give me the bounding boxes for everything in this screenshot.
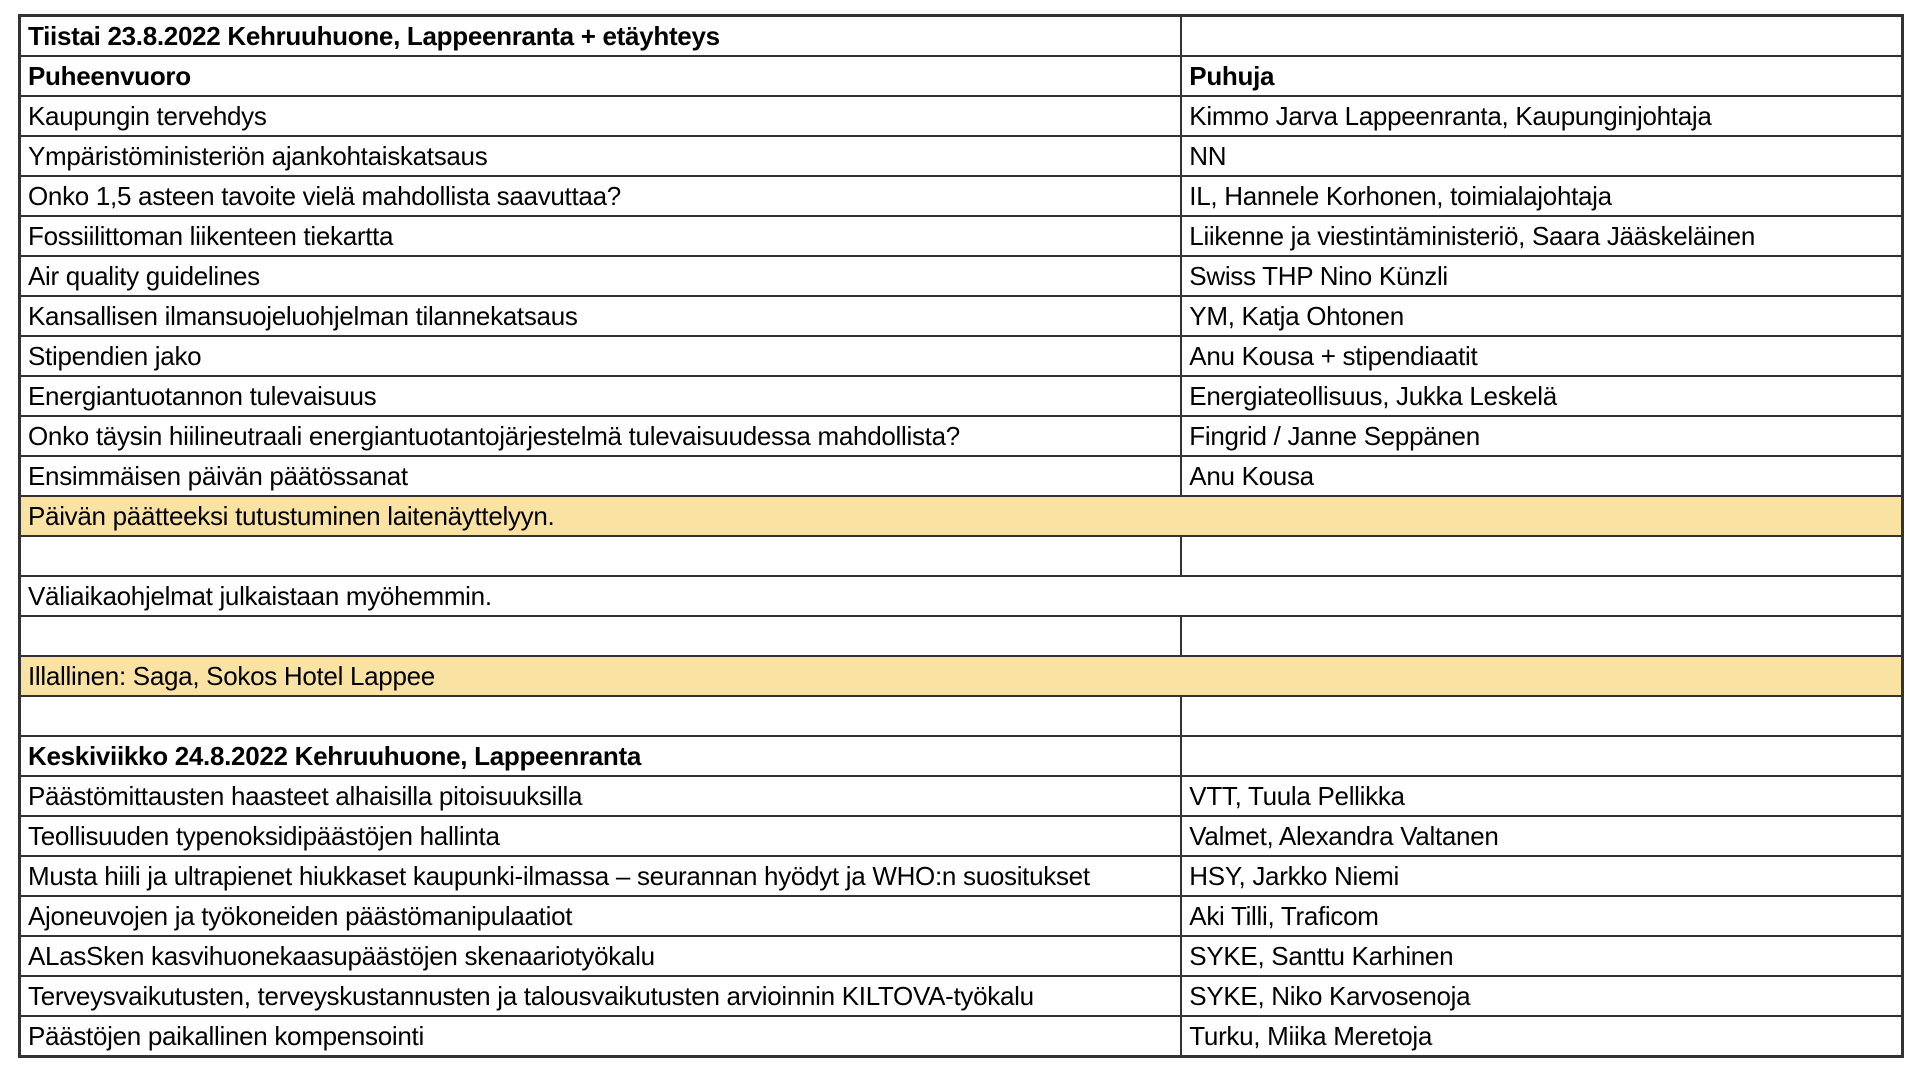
table-row [20, 936, 1903, 976]
table-row [20, 456, 1903, 496]
empty-cell [1181, 16, 1902, 57]
presentation-cell: Onko 1,5 asteen tavoite vielä mahdollista saavuttaa? [20, 176, 1182, 216]
presentation-cell: Kaupungin tervehdys [20, 96, 1182, 136]
table-row [20, 776, 1903, 816]
presentation-cell: Ensimmäisen päivän päätössanat [20, 456, 1182, 496]
table-row [20, 96, 1903, 136]
table-row [20, 216, 1903, 256]
presentation-cell: Air quality guidelines [20, 256, 1182, 296]
highlight-note-cell: Päivän päätteeksi tutustuminen laitenäyttelyyn. [20, 496, 1903, 536]
table-row [20, 1016, 1903, 1057]
table-row [20, 376, 1903, 416]
section-title-cell: Tiistai 23.8.2022 Kehruuhuone, Lappeenranta + etäyhteys [20, 16, 1182, 57]
presentation-cell: Terveysvaikutusten, terveyskustannusten ja talousvaikutusten arvioinnin KILTOVA-työkalu [20, 976, 1182, 1016]
table-row [20, 416, 1903, 456]
empty-cell [20, 696, 1182, 736]
speaker-cell: IL, Hannele Korhonen, toimialajohtaja [1181, 176, 1902, 216]
table-row [20, 616, 1903, 656]
presentation-cell: Ympäristöministeriön ajankohtaiskatsaus [20, 136, 1182, 176]
empty-cell [1181, 696, 1902, 736]
speaker-cell: VTT, Tuula Pellikka [1181, 776, 1902, 816]
table-row [20, 696, 1903, 736]
speaker-cell: YM, Katja Ohtonen [1181, 296, 1902, 336]
highlight-note-cell: Illallinen: Saga, Sokos Hotel Lappee [20, 656, 1903, 696]
note-cell: Väliaikaohjelmat julkaistaan myöhemmin. [20, 576, 1903, 616]
presentation-cell: Stipendien jako [20, 336, 1182, 376]
presentation-cell: Onko täysin hiilineutraali energiantuotantojärjestelmä tulevaisuudessa mahdollista? [20, 416, 1182, 456]
speaker-cell: SYKE, Niko Karvosenoja [1181, 976, 1902, 1016]
speaker-cell: Swiss THP Nino Künzli [1181, 256, 1902, 296]
presentation-cell: Energiantuotannon tulevaisuus [20, 376, 1182, 416]
speaker-cell: Anu Kousa [1181, 456, 1902, 496]
table-row [20, 896, 1903, 936]
speaker-cell: Valmet, Alexandra Valtanen [1181, 816, 1902, 856]
presentation-cell: Kansallisen ilmansuojeluohjelman tilannekatsaus [20, 296, 1182, 336]
speaker-cell: Anu Kousa + stipendiaatit [1181, 336, 1902, 376]
speaker-cell: SYKE, Santtu Karhinen [1181, 936, 1902, 976]
empty-cell [1181, 736, 1902, 776]
empty-cell [1181, 616, 1902, 656]
empty-cell [20, 616, 1182, 656]
table-row [20, 816, 1903, 856]
table-row [20, 256, 1903, 296]
presentation-cell: Ajoneuvojen ja työkoneiden päästömanipulaatiot [20, 896, 1182, 936]
table-row [20, 976, 1903, 1016]
presentation-cell: ALasSken kasvihuonekaasupäästöjen skenaariotyökalu [20, 936, 1182, 976]
speaker-cell: NN [1181, 136, 1902, 176]
table-row [20, 176, 1903, 216]
presentation-cell: Päästöjen paikallinen kompensointi [20, 1016, 1182, 1057]
table-row [20, 536, 1903, 576]
table-row [20, 656, 1903, 696]
column-header-speaker: Puhuja [1181, 56, 1902, 96]
table-row [20, 576, 1903, 616]
presentation-cell: Musta hiili ja ultrapienet hiukkaset kaupunki-ilmassa – seurannan hyödyt ja WHO:n suositukset [20, 856, 1182, 896]
speaker-cell: Aki Tilli, Traficom [1181, 896, 1902, 936]
speaker-cell: Turku, Miika Meretoja [1181, 1016, 1902, 1057]
presentation-cell: Fossiilittoman liikenteen tiekartta [20, 216, 1182, 256]
program-table [18, 14, 1904, 1058]
table-row [20, 736, 1903, 776]
speaker-cell: Liikenne ja viestintäministeriö, Saara Jääskeläinen [1181, 216, 1902, 256]
table-row [20, 856, 1903, 896]
speaker-cell: Energiateollisuus, Jukka Leskelä [1181, 376, 1902, 416]
table-row [20, 16, 1903, 57]
column-header-presentation: Puheenvuoro [20, 56, 1182, 96]
table-row [20, 496, 1903, 536]
presentation-cell: Teollisuuden typenoksidipäästöjen hallinta [20, 816, 1182, 856]
empty-cell [20, 536, 1182, 576]
speaker-cell: Kimmo Jarva Lappeenranta, Kaupunginjohtaja [1181, 96, 1902, 136]
table-row [20, 56, 1903, 96]
empty-cell [1181, 536, 1902, 576]
presentation-cell: Päästömittausten haasteet alhaisilla pitoisuuksilla [20, 776, 1182, 816]
table-row [20, 336, 1903, 376]
table-row [20, 296, 1903, 336]
speaker-cell: HSY, Jarkko Niemi [1181, 856, 1902, 896]
speaker-cell: Fingrid / Janne Seppänen [1181, 416, 1902, 456]
program-table-body [20, 16, 1903, 1057]
section-title-cell: Keskiviikko 24.8.2022 Kehruuhuone, Lappeenranta [20, 736, 1182, 776]
table-row [20, 136, 1903, 176]
